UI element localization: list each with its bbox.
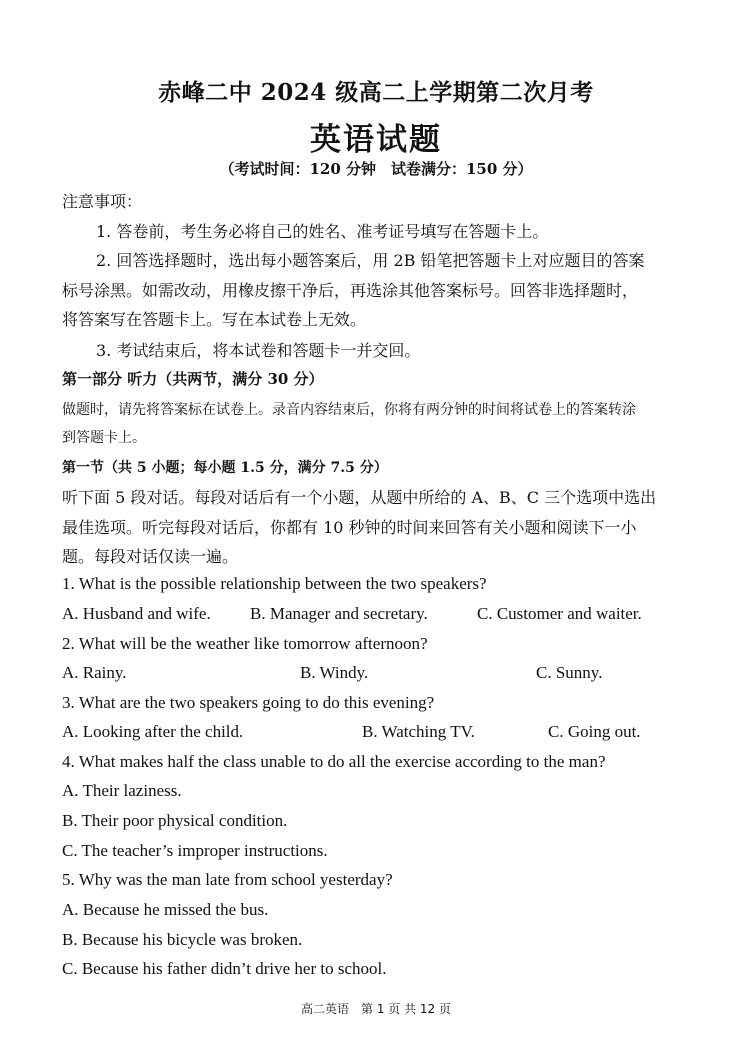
question-2-stem: 2. What will be the weather like tomorrow afternoon? bbox=[62, 634, 428, 653]
question-2-option-c: C. Sunny. bbox=[536, 663, 603, 682]
part1-heading: 第一部分 听力（共两节，满分 30 分） bbox=[62, 370, 324, 388]
question-4-option-a: A. Their laziness. bbox=[62, 781, 182, 800]
part1-instruction-line-2: 到答题卡上。 bbox=[62, 430, 146, 446]
section1-instruction-line-3: 题。每段对话仅读一遍。 bbox=[62, 547, 239, 566]
question-4-option-b: B. Their poor physical condition. bbox=[62, 811, 288, 830]
question-5-stem: 5. Why was the man late from school yesterday? bbox=[62, 870, 393, 889]
question-4-option-c: C. The teacher’s improper instructions. bbox=[62, 841, 328, 860]
subject-title: 英语试题 bbox=[310, 122, 442, 158]
notes-item-1: 1. 答卷前，考生务必将自己的姓名、准考证号填写在答题卡上。 bbox=[96, 222, 549, 241]
question-3-option-b: B. Watching TV. bbox=[362, 722, 475, 741]
question-1-option-a: A. Husband and wife. bbox=[62, 604, 211, 623]
section1-heading: 第一节（共 5 小题；每小题 1.5 分，满分 7.5 分） bbox=[62, 460, 388, 476]
section1-instruction-line-2: 最佳选项。听完每段对话后，你都有 10 秒钟的时间来回答有关小题和阅读下一小 bbox=[62, 518, 637, 537]
section1-instruction-line-1: 听下面 5 段对话。每段对话后有一个小题，从题中所给的 A、B、C 三个选项中选出 bbox=[62, 488, 657, 507]
question-3-stem: 3. What are the two speakers going to do this evening? bbox=[62, 693, 435, 712]
notes-item-2-line-3: 将答案写在答题卡上。写在本试卷上无效。 bbox=[62, 310, 367, 329]
page-footer: 高二英语 第 1 页 共 12 页 bbox=[301, 1002, 451, 1016]
question-5-option-c: C. Because his father didn’t drive her to school. bbox=[62, 959, 387, 978]
notes-heading: 注意事项： bbox=[62, 192, 143, 211]
question-4-stem: 4. What makes half the class unable to do all the exercise according to the man? bbox=[62, 752, 606, 771]
exam-title: 赤峰二中 2024 级高二上学期第二次月考 bbox=[158, 79, 594, 106]
question-1-stem: 1. What is the possible relationship between the two speakers? bbox=[62, 574, 487, 593]
question-5-option-b: B. Because his bicycle was broken. bbox=[62, 930, 303, 949]
exam-info: （考试时间：120 分钟 试卷满分：150 分） bbox=[219, 160, 533, 178]
question-3-option-c: C. Going out. bbox=[548, 722, 641, 741]
question-2-option-a: A. Rainy. bbox=[62, 663, 127, 682]
notes-item-2-line-1: 2. 回答选择题时，选出每小题答案后，用 2B 铅笔把答题卡上对应题目的答案 bbox=[96, 251, 645, 270]
notes-item-3: 3. 考试结束后，将本试卷和答题卡一并交回。 bbox=[96, 341, 421, 360]
notes-item-2-line-2: 标号涂黑。如需改动，用橡皮擦干净后，再选涂其他答案标号。回答非选择题时， bbox=[62, 281, 639, 300]
question-3-option-a: A. Looking after the child. bbox=[62, 722, 244, 741]
question-5-option-a: A. Because he missed the bus. bbox=[62, 900, 269, 919]
question-1-option-c: C. Customer and waiter. bbox=[477, 604, 642, 623]
question-1-option-b: B. Manager and secretary. bbox=[250, 604, 428, 623]
part1-instruction-line-1: 做题时，请先将答案标在试卷上。录音内容结束后，你将有两分钟的时间将试卷上的答案转涂 bbox=[62, 402, 636, 418]
question-2-option-b: B. Windy. bbox=[300, 663, 369, 682]
